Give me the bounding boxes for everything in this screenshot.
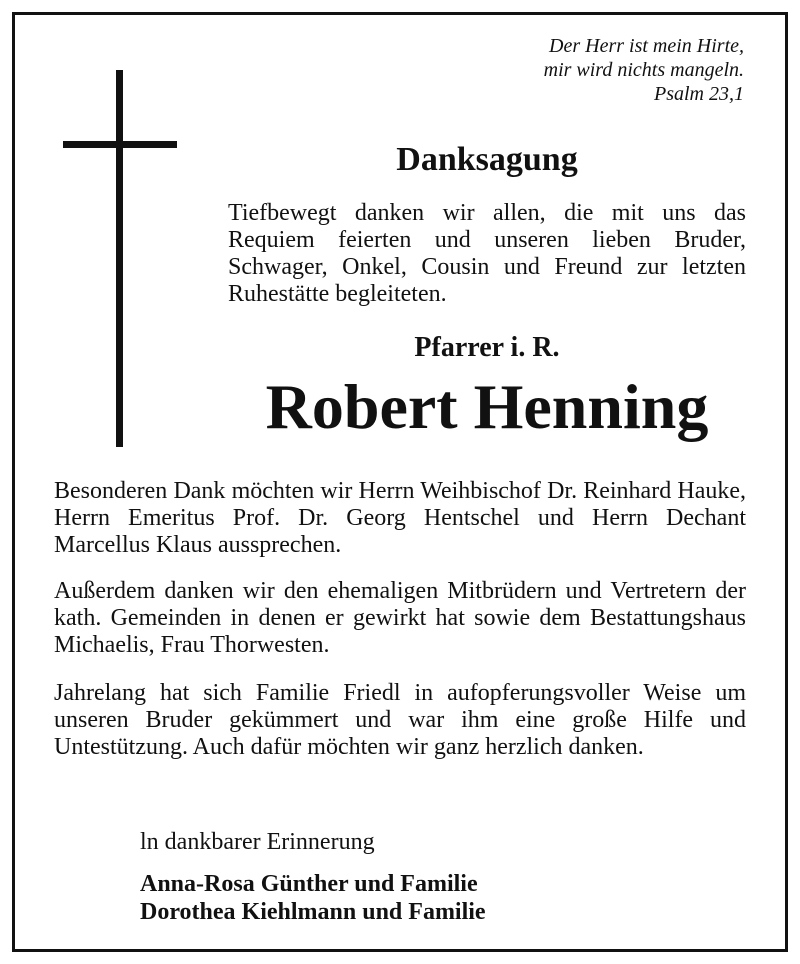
cross-horizontal-bar xyxy=(63,141,177,148)
closing-line: ln dankbarer Erinnerung xyxy=(140,829,375,855)
psalm-reference: Psalm 23,1 xyxy=(654,83,744,105)
deceased-name: Robert Henning xyxy=(265,371,709,442)
deceased-title: Pfarrer i. R. xyxy=(414,332,560,363)
thanks-paragraph-2: Außerdem danken wir den ehemaligen Mitbrüdern und Vertretern der kath. Gemeinden in denen er gewirkt hat sowie dem Bestattungshaus Michaelis, Frau Thorwesten. xyxy=(54,578,746,658)
signer-2: Dorothea Kiehlmann und Familie xyxy=(140,899,486,925)
psalm-line-2: mir wird nichts mangeln. xyxy=(543,59,744,81)
psalm-line-1: Der Herr ist mein Hirte, xyxy=(549,35,744,57)
notice-heading: Danksagung xyxy=(396,141,578,178)
cross-vertical-bar xyxy=(116,70,123,447)
thanks-paragraph-3: Jahrelang hat sich Familie Friedl in aufopferungsvoller Weise um unseren Bruder gekümmert und war ihm eine große Hilfe und Untestützung. Auch dafür möchten wir ganz herzlich danken. xyxy=(54,680,746,760)
intro-text: Tiefbewegt danken wir allen, die mit uns das Requiem feierten und unseren lieben Bruder, Schwager, Onkel, Cousin und Freund zur letzten Ruhestätte begleiteten. xyxy=(228,200,746,307)
signer-1: Anna-Rosa Günther und Familie xyxy=(140,871,478,897)
thanks-paragraph-1: Besonderen Dank möchten wir Herrn Weihbischof Dr. Reinhard Hauke, Herrn Emeritus Prof. Dr. Georg Hentschel und Herrn Dechant Marcellus Klaus aussprechen. xyxy=(54,478,746,558)
psalm-quote xyxy=(424,34,744,106)
